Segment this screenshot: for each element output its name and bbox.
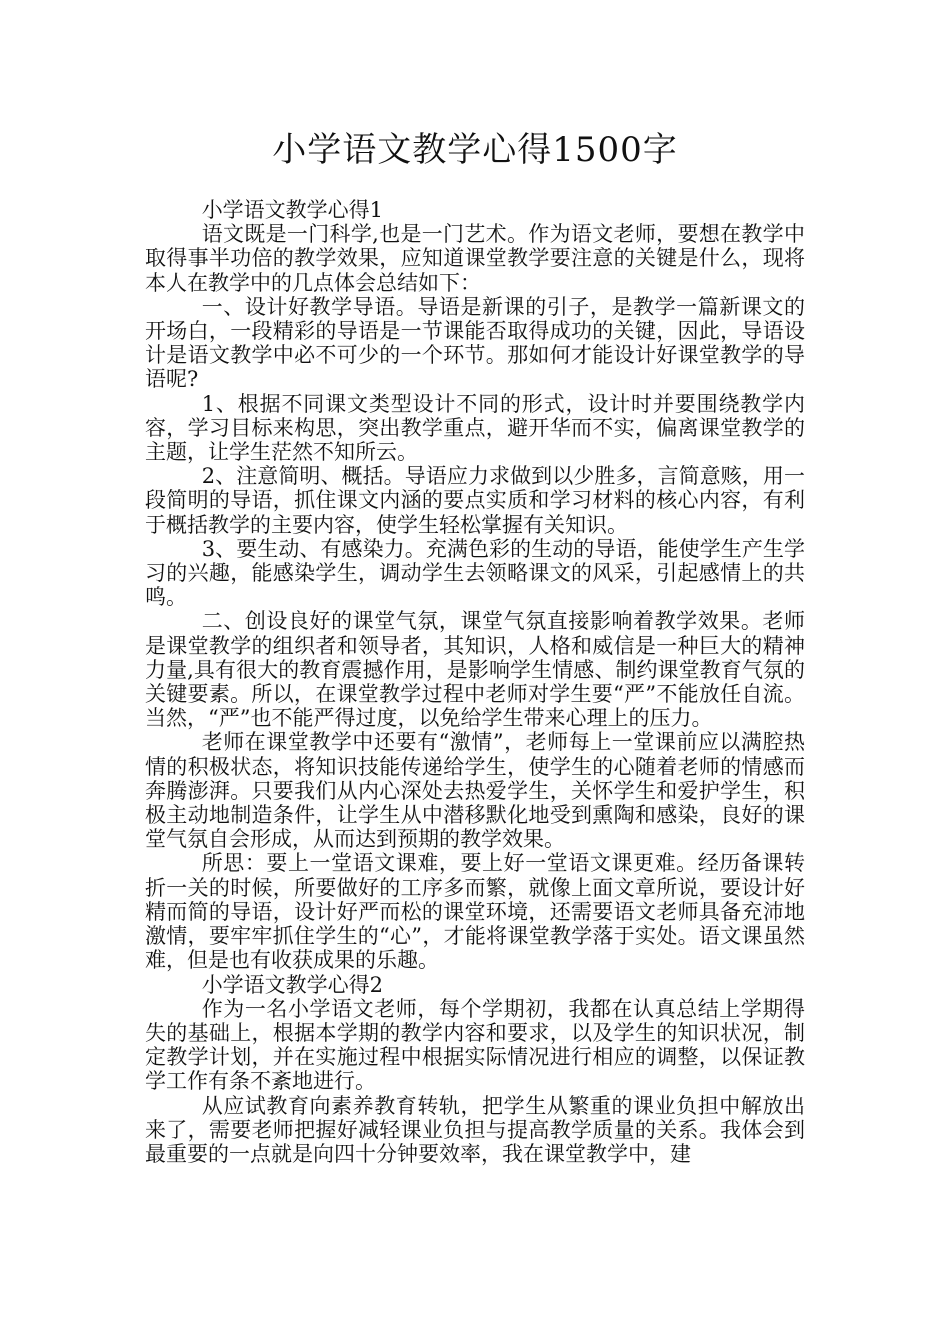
paragraph: 1、根据不同课文类型设计不同的形式，设计时并要围绕教学内容，学习目标来构思，突出教学重点，避开华而不实，偏离课堂教学的主题，让学生茫然不知所云。 [145,391,805,465]
section-heading-2: 小学语文教学心得2 [201,972,384,997]
paragraph: 所思：要上一堂语文课难，要上好一堂语文课更难。经历备课转折一关的时候，所要做好的工序多而繁，就像上面文章所说，要设计好精而简的导语，设计好严而松的课堂环境，还需要语文老师具备充沛地激情，要牢牢抓住学生的“心”，才能将课堂教学落于实处。语文课虽然难，但是也有收获成果的乐趣。 [145,851,805,973]
paragraph: 二、创设良好的课堂气氛，课堂气氛直接影响着教学效果。老师是课堂教学的组织者和领导者，其知识，人格和威信是一种巨大的精神力量,具有很大的教育震撼作用，是影响学生情感、制约课堂教育气氛的关键要素。所以，在课堂教学过程中老师对学生要“严”不能放任自流。当然，“严”也不能严得过度，以免给学生带来心理上的压力。 [145,609,805,731]
section-heading-1: 小学语文教学心得1 [201,198,384,222]
paragraph: 从应试教育向素养教育转轨，把学生从繁重的课业负担中解放出来了，需要老师把握好减轻课业负担与提高教学质量的关系。我体会到最重要的一点就是向四十分钟要效率，我在课堂教学中，建 [145,1093,805,1166]
paragraph: 3、要生动、有感染力。充满色彩的生动的导语，能使学生产生学习的兴趣，能感染学生，调动学生去领略课文的风采，引起感情上的共鸣。 [145,536,805,610]
paragraph: 一、设计好教学导语。导语是新课的引子，是教学一篇新课文的开场白，一段精彩的导语是一节课能否取得成功的关键，因此，导语设计是语文教学中必不可少的一个环节。那如何才能设计好课堂教学的导语呢? [145,294,805,392]
paragraph: 语文既是一门科学,也是一门艺术。作为语文老师，要想在教学中取得事半功倍的教学效果，应知道课堂教学要注意的关键是什么，现将本人在教学中的几点体会总结如下： [145,222,805,295]
paragraph: 老师在课堂教学中还要有“激情”，老师每上一堂课前应以满腔热情的积极状态，将知识技能传递给学生，使学生的心随着老师的情感而奔腾澎湃。只要我们从内心深处去热爱学生，关怀学生和爱护学生，积极主动地制造条件，让学生从中潜移默化地受到熏陶和感染，良好的课堂气氛自会形成，从而达到预期的教学效果。 [145,730,805,852]
paragraph: 作为一名小学语文老师，每个学期初，我都在认真总结上学期得失的基础上，根据本学期的教学内容和要求，以及学生的知识状况，制定教学计划，并在实施过程中根据实际情况进行相应的调整，以保证教学工作有条不紊地进行。 [145,996,805,1094]
document-body [145,198,805,1166]
paragraph: 2、注意简明、概括。导语应力求做到以少胜多，言简意赅，用一段简明的导语，抓住课文内涵的要点实质和学习材料的核心内容，有利于概括教学的主要内容，使学生轻松掌握有关知识。 [145,464,805,537]
document-title: 小学语文教学心得1500字 [272,130,678,170]
